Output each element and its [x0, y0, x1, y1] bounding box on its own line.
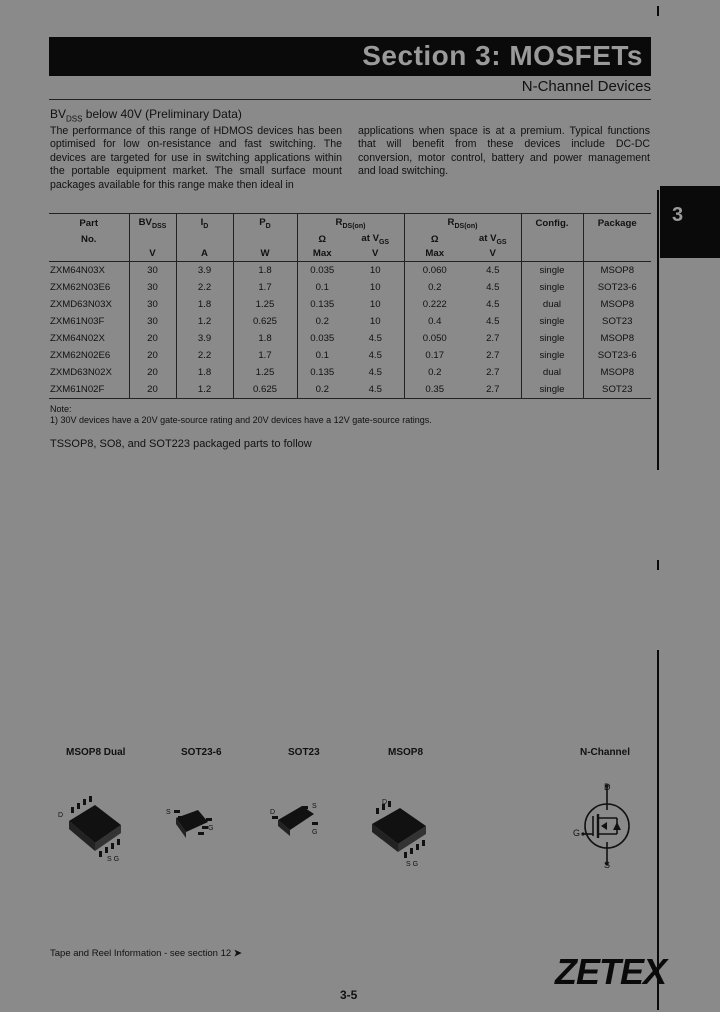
cell-bv: 30 [129, 262, 176, 280]
section-subtitle: N-Channel Devices [521, 78, 651, 95]
edge-mark [657, 6, 659, 16]
cell-r1: 0.2 [297, 381, 347, 399]
cell-r2: 0.050 [404, 330, 465, 347]
unit-v: V [465, 246, 521, 262]
unit-v: V [347, 246, 404, 262]
cell-part: ZXM61N02F [49, 381, 129, 399]
cell-config: single [521, 279, 583, 296]
cell-v2: 4.5 [486, 299, 500, 310]
col-part-no: No. [81, 233, 97, 245]
section-tab[interactable] [660, 186, 720, 258]
cell-part: ZXMD63N02X [50, 367, 112, 378]
cell-id: 1.8 [176, 364, 233, 381]
cell-v1: 10 [369, 299, 381, 310]
cell-v2: 2.7 [486, 333, 500, 344]
cell-pd: 1.7 [233, 347, 297, 364]
svg-text:S: S [312, 803, 317, 810]
cell-package: MSOP8 [583, 296, 651, 313]
arrow-right-icon: ➤ [233, 948, 242, 959]
pkg-label-msop8: MSOP8 [388, 747, 424, 758]
cell-r2: 0.4 [404, 313, 465, 330]
svg-text:S: S [166, 809, 171, 816]
cell-bv: 20 [129, 330, 176, 347]
svg-text:D: D [58, 812, 64, 819]
cell-pd: 0.625 [233, 381, 297, 399]
col-rds-10v: $R_{DS(on)}$ [297, 214, 404, 233]
pkg-label-msop8-dual: MSOP8 Dual [66, 747, 126, 758]
heading-bv-sub: DSS [66, 114, 83, 124]
edge-mark [657, 190, 659, 470]
cell-package: MSOP8 [583, 330, 651, 347]
cell-package: MSOP8 [583, 262, 651, 280]
cell-r1: 0.035 [297, 262, 347, 280]
cell-v1: 4.5 [368, 367, 382, 378]
cell-v1: 4.5 [368, 350, 382, 361]
max-label: Max [404, 246, 465, 262]
cell-r2: 0.222 [404, 296, 465, 313]
table-row [49, 279, 651, 296]
table-row [49, 347, 651, 364]
cell-part: ZXM62N02E6 [50, 350, 111, 361]
note-title: Note: [50, 404, 72, 414]
cell-config: dual [521, 296, 583, 313]
cell-v2: 4.5 [486, 282, 500, 293]
cell-r1: 0.035 [297, 330, 347, 347]
unit-a: A [176, 246, 233, 262]
cell-package: SOT23-6 [583, 279, 651, 296]
cell-pd: 1.8 [233, 262, 297, 280]
svg-text:G: G [312, 829, 318, 836]
table-row [49, 296, 651, 313]
cell-id: 3.9 [176, 330, 233, 347]
sot23-6-package-icon [162, 800, 222, 850]
intro-right: applications when space is at a premium. Typical functions that will benefit from these devices include DC-DC conversion, motor control, battery and power management and load switching. [358, 125, 650, 178]
cell-id: 1.8 [176, 296, 233, 313]
cell-part: ZXM62N03E6 [50, 282, 111, 293]
cell-config: single [521, 347, 583, 364]
unit-w: W [233, 246, 297, 262]
cell-part: ZXM61N03F [50, 316, 105, 327]
cell-v2: 4.5 [486, 265, 500, 276]
cell-id: 2.2 [176, 347, 233, 364]
ohm-label: Ω [404, 232, 465, 246]
cell-r2: 0.17 [404, 347, 465, 364]
pin-d-label: D [604, 782, 611, 792]
cell-id: 2.2 [176, 279, 233, 296]
cell-config: single [521, 313, 583, 330]
table-row [49, 313, 651, 330]
cell-v1: 10 [369, 265, 381, 276]
cell-bv: 30 [129, 279, 176, 296]
svg-text:D: D [382, 799, 388, 806]
cell-bv: 30 [129, 296, 176, 313]
cell-r1: 0.2 [297, 313, 347, 330]
svg-text:S G: S G [107, 856, 120, 863]
cell-package: MSOP8 [583, 364, 651, 381]
header-rule [49, 99, 651, 100]
pkg-label-n-channel: N-Channel [580, 747, 630, 758]
table-row [49, 262, 651, 280]
cell-id: 3.9 [176, 262, 233, 280]
at-vgs-label: at $V_{GS}$ [478, 232, 507, 246]
cell-r1: 0.1 [297, 279, 347, 296]
cell-part: ZXM64N02X [50, 333, 105, 344]
zetex-logo: ZETEX [555, 951, 667, 992]
cell-r2: 0.2 [404, 364, 465, 381]
cell-v1: 4.5 [368, 333, 382, 344]
section-title: Section 3: MOSFETs [362, 40, 643, 71]
cell-r2: 0.2 [404, 279, 465, 296]
cell-r1: 0.135 [297, 364, 347, 381]
cell-pd: 1.7 [233, 279, 297, 296]
cell-part: ZXM64N03X [50, 265, 105, 276]
max-label: Max [297, 246, 347, 262]
cell-v2: 4.5 [486, 316, 500, 327]
page-number: 3-5 [340, 988, 358, 1002]
at-vgs-label: at $V_{GS}$ [361, 232, 390, 246]
cell-config: dual [521, 364, 583, 381]
heading-bv: BV [50, 107, 67, 121]
cell-bv: 30 [129, 313, 176, 330]
svg-text:D: D [270, 809, 276, 816]
edge-mark [657, 560, 659, 570]
col-package: Package [583, 214, 651, 233]
section-header-bar [49, 37, 651, 76]
cell-v1: 10 [369, 282, 381, 293]
cell-pd: 1.25 [233, 296, 297, 313]
msop8-package-icon [362, 798, 442, 868]
col-pd: $P_D$ [233, 214, 297, 233]
cell-package: SOT23 [583, 381, 651, 399]
ohm-label: Ω [297, 232, 347, 246]
tape-reel-link[interactable] [50, 948, 242, 959]
col-config: Config. [521, 214, 583, 233]
cell-v1: 10 [369, 316, 381, 327]
cell-r2: 0.060 [404, 262, 465, 280]
msop8-dual-package-icon [55, 795, 135, 865]
cell-v2: 2.7 [486, 367, 500, 378]
pkg-label-sot23-6: SOT23-6 [181, 747, 222, 758]
follow-note: TSSOP8, SO8, and SOT223 packaged parts to follow [50, 438, 312, 450]
pin-s-label: S [604, 860, 611, 870]
svg-text:G: G [208, 825, 214, 832]
cell-r2: 0.35 [404, 381, 465, 399]
cell-pd: 0.625 [233, 313, 297, 330]
cell-v2: 2.7 [486, 350, 500, 361]
cell-v2: 2.7 [465, 381, 521, 399]
cell-config: single [521, 381, 583, 399]
cell-pd: 1.8 [233, 330, 297, 347]
cell-bv: 20 [129, 381, 176, 399]
sot23-package-icon [268, 798, 328, 848]
pkg-label-sot23: SOT23 [288, 747, 320, 758]
cell-package: SOT23 [583, 313, 651, 330]
cell-v1: 4.5 [347, 381, 404, 399]
cell-id: 1.2 [176, 313, 233, 330]
cell-r1: 0.1 [297, 347, 347, 364]
cell-config: single [521, 330, 583, 347]
cell-pd: 1.25 [233, 364, 297, 381]
cell-config: single [521, 262, 583, 280]
col-part: Part [49, 214, 129, 233]
svg-text:S G: S G [406, 861, 419, 868]
cell-id: 1.2 [176, 381, 233, 399]
cell-part: ZXMD63N03X [50, 299, 112, 310]
col-bv: $BV_{DSS}$ [129, 214, 176, 233]
pin-g-label: G [573, 828, 581, 838]
cell-package: SOT23-6 [583, 347, 651, 364]
cell-bv: 20 [129, 347, 176, 364]
heading-text: below 40V (Preliminary Data) [82, 107, 242, 121]
cell-r1: 0.135 [297, 296, 347, 313]
table-row [49, 364, 651, 381]
note-text: 1) 30V devices have a 20V gate-source rating and 20V devices have a 12V gate-source ratings. [50, 415, 432, 425]
table-row [49, 330, 651, 347]
section-heading [50, 107, 242, 123]
cell-bv: 20 [129, 364, 176, 381]
unit-v: V [129, 246, 176, 262]
intro-left: The performance of this range of HDMOS devices has been optimised for low on-resistance and fast switching. The devices are targeted for use in switching applications within the portable equipment market. The small surface mount packages available for this range make then ideal in [50, 125, 342, 191]
col-rds-45v: $R_{DS(on)}$ [404, 214, 521, 233]
table-row [49, 381, 651, 399]
tape-reel-text: Tape and Reel Information - see section 12 [50, 948, 232, 959]
col-id: $I_D$ [176, 214, 233, 233]
device-spec-table [49, 213, 651, 399]
section-tab-label: 3 [672, 204, 684, 226]
